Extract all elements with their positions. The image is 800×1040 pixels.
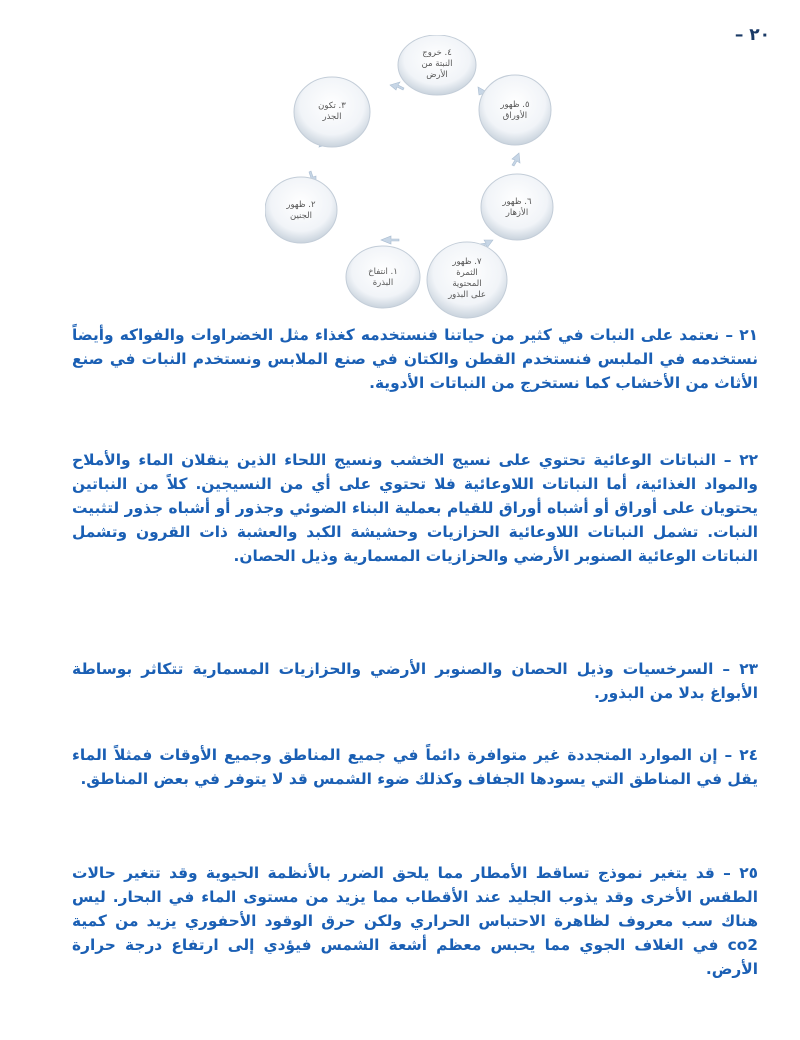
answer-23: ٢٣ – السرخسيات وذيل الحصان والصنوبر الأرضي والحزازيات المسمارية تتكاثر بوساطة الأبواغ بدلا من البذور. — [72, 660, 758, 702]
plant-life-cycle-diagram — [265, 35, 555, 320]
answer-22: ٢٢ – النباتات الوعائية تحتوي على نسيج الخشب ونسيج اللحاء الذين ينقلان الماء والأملاح والمواد الغذائية، أما النباتات اللاوعائية فلا تحتوي على أي من النسيجين. كلاً من النباتين يحتويان على أوراق أو أشباه أوراق للقيام بعملية البناء الضوئي وجذور أو أشباه جذور لتثبيت النبات. تشمل النباتات اللاوعائية الحزازيات وحشيشة الكبد والعشبة ذات القرون وتشمل النباتات الوعائية الصنوبر الأرضي والحزازيات المسمارية وذيل الحصان. — [72, 451, 758, 565]
svg-text:الأرض: الأرض — [426, 70, 448, 80]
cycle-stage-2 — [265, 177, 337, 243]
svg-text:٣. تكون: ٣. تكون — [318, 101, 346, 111]
svg-text:٦. ظهور: ٦. ظهور — [502, 197, 532, 207]
svg-text:٧. ظهور: ٧. ظهور — [452, 257, 482, 267]
answer-25: ٢٥ – قد يتغير نموذج تساقط الأمطار مما يلحق الضرر بالأنظمة الحيوية وقد تتغير حالات الطقس الأخرى وقد يذوب الجليد عند الأقطاب مما يزيد من مستوى الماء في البحار. ليس هناك سب معروف لظاهرة الاحتباس الحراري ولكن حرق الوقود الأحفوري يزيد من كمية co2 في الغلاف الجوي مما يحبس معظم أشعة الشمس فيؤدي إلى ارتفاع درجة حرارة الأرض. — [72, 864, 758, 978]
svg-text:١. انتفاخ: ١. انتفاخ — [368, 267, 398, 277]
cycle-arrow-icon — [381, 236, 399, 244]
svg-text:الثمرة: الثمرة — [456, 268, 478, 278]
svg-text:٥. ظهور: ٥. ظهور — [500, 100, 530, 110]
svg-text:٢. ظهور: ٢. ظهور — [286, 200, 316, 210]
answer-24: ٢٤ – إن الموارد المتجددة غير متوافرة دائماً في جميع المناطق وجميع الأوقات فمثلاً الماء يقل في المناطق التي يسودها الجفاف وكذلك ضوء الشمس قد لا يتوفر في بعض المناطق. — [72, 746, 758, 788]
cycle-stage-4 — [398, 35, 476, 95]
question-number: ٢٠ – — [734, 25, 770, 45]
svg-text:الأوراق: الأوراق — [502, 111, 528, 121]
svg-text:الجنين: الجنين — [289, 211, 313, 221]
svg-text:الجذر: الجذر — [322, 112, 342, 122]
cycle-arrow-icon — [390, 82, 404, 90]
svg-text:النبتة من: النبتة من — [421, 59, 453, 69]
svg-text:٤. خروج: ٤. خروج — [422, 48, 452, 58]
svg-text:الأزهار: الأزهار — [505, 208, 529, 218]
svg-text:على البذور: على البذور — [448, 290, 486, 300]
svg-text:البذرة: البذرة — [372, 278, 394, 288]
cycle-stage-1 — [346, 246, 420, 308]
cycle-stage-6 — [481, 174, 553, 240]
svg-text:المحتوية: المحتوية — [452, 279, 482, 289]
cycle-arrow-icon — [512, 153, 520, 166]
cycle-stage-5 — [479, 75, 551, 145]
cycle-stage-3 — [294, 77, 370, 147]
answer-21: ٢١ – نعتمد على النبات في كثير من حياتنا فنستخدمه كغذاء مثل الخضراوات والفواكه وأيضاً نستخدمه في الملبس فنستخدم القطن والكتان في صنع الملابس ونستخدم النبات في صنع الأثاث من الأخشاب كما نستخرج من النباتات الأدوية. — [72, 326, 758, 392]
cycle-stage-7 — [427, 242, 507, 318]
